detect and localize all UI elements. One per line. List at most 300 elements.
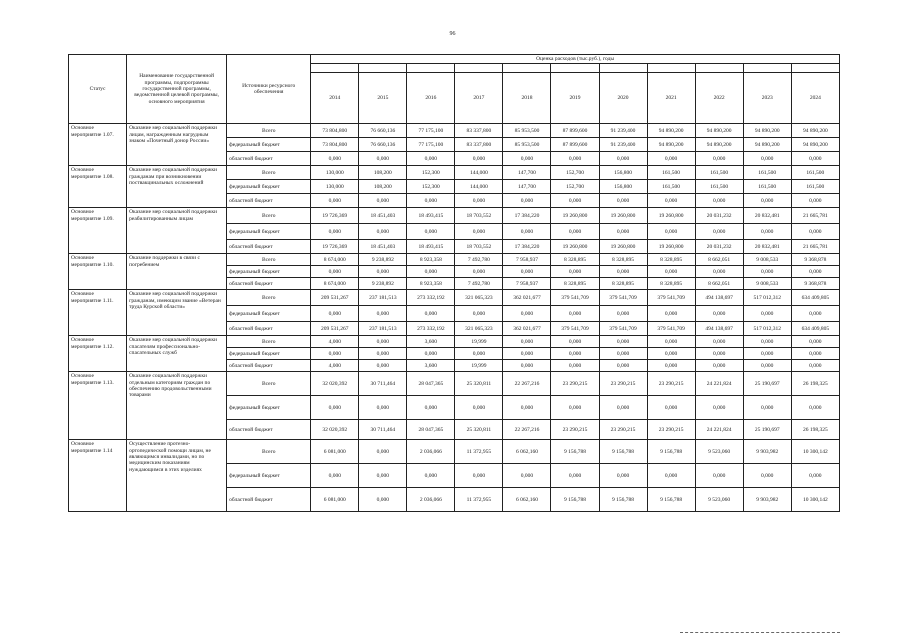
amount-cell: 379 541,709 <box>551 290 599 306</box>
header-name: Наименование государственной программы, подпрограммы государственной программы, ведомственной целевой программы, основного мероприятия <box>127 55 227 124</box>
funding-source: Всего <box>227 372 311 396</box>
amount-cell: 0,000 <box>455 348 503 360</box>
amount-cell: 11 372,955 <box>455 440 503 464</box>
amount-cell: 0,000 <box>599 266 647 278</box>
amount-cell: 0,000 <box>359 336 407 348</box>
funding-source: федеральный бюджет <box>227 224 311 240</box>
amount-cell: 6 081,000 <box>311 488 359 512</box>
row-name: Оказание мер социальной поддержки спасателям профессионально-спасательных служб <box>127 336 227 372</box>
amount-cell: 10 300,142 <box>791 440 839 464</box>
amount-cell: 494 138,697 <box>695 322 743 336</box>
expenditure-table <box>68 54 840 512</box>
header-blank-cell <box>503 64 551 73</box>
amount-cell: 0,000 <box>359 348 407 360</box>
amount-cell: 0,000 <box>359 464 407 488</box>
amount-cell: 0,000 <box>503 306 551 322</box>
amount-cell: 0,000 <box>695 266 743 278</box>
amount-cell: 0,000 <box>551 266 599 278</box>
amount-cell: 28 047,365 <box>407 372 455 396</box>
amount-cell: 19 260,800 <box>551 240 599 254</box>
amount-cell: 24 221,824 <box>695 372 743 396</box>
amount-cell: 0,000 <box>551 360 599 372</box>
amount-cell: 379 541,709 <box>599 322 647 336</box>
funding-source: областной бюджет <box>227 152 311 166</box>
amount-cell: 87 899,600 <box>551 138 599 152</box>
amount-cell: 9 156,788 <box>551 488 599 512</box>
amount-cell: 321 065,323 <box>455 322 503 336</box>
amount-cell: 94 890,200 <box>791 138 839 152</box>
funding-source: Всего <box>227 208 311 224</box>
header-blank-cell <box>359 64 407 73</box>
header-estimate: Оценка расходов (тыс.руб.), годы <box>311 55 840 64</box>
amount-cell: 0,000 <box>503 348 551 360</box>
header-year: 2021 <box>647 73 695 124</box>
amount-cell: 130,000 <box>311 180 359 194</box>
amount-cell: 91 239,400 <box>599 138 647 152</box>
amount-cell: 9 156,788 <box>599 440 647 464</box>
amount-cell: 0,000 <box>791 336 839 348</box>
row-status: Основное мероприятие 1.08. <box>69 166 127 208</box>
amount-cell: 0,000 <box>599 336 647 348</box>
header-year: 2014 <box>311 73 359 124</box>
amount-cell: 0,000 <box>791 396 839 420</box>
amount-cell: 18 451,403 <box>359 240 407 254</box>
amount-cell: 0,000 <box>791 306 839 322</box>
amount-cell: 130,000 <box>311 166 359 180</box>
amount-cell: 152,300 <box>407 166 455 180</box>
row-status: Основное мероприятие 1.13. <box>69 372 127 440</box>
row-status: Основное мероприятие 1.12. <box>69 336 127 372</box>
amount-cell: 73 804,800 <box>311 138 359 152</box>
amount-cell: 0,000 <box>359 488 407 512</box>
funding-source: федеральный бюджет <box>227 396 311 420</box>
amount-cell: 0,000 <box>311 306 359 322</box>
header-year: 2019 <box>551 73 599 124</box>
header-year: 2022 <box>695 73 743 124</box>
amount-cell: 0,000 <box>311 396 359 420</box>
funding-source: областной бюджет <box>227 488 311 512</box>
scan-artifact-line <box>680 632 840 633</box>
header-status: Статус <box>69 55 127 124</box>
amount-cell: 0,000 <box>359 266 407 278</box>
amount-cell: 0,000 <box>647 360 695 372</box>
amount-cell: 9 008,533 <box>743 278 791 290</box>
table-row <box>69 208 840 224</box>
amount-cell: 0,000 <box>695 224 743 240</box>
amount-cell: 85 953,500 <box>503 124 551 138</box>
funding-source: Всего <box>227 166 311 180</box>
row-name: Оказание поддержки в связи с погребением <box>127 254 227 290</box>
row-status: Основное мероприятие 1.14 <box>69 440 127 512</box>
funding-source: федеральный бюджет <box>227 138 311 152</box>
amount-cell: 0,000 <box>743 266 791 278</box>
amount-cell: 0,000 <box>647 396 695 420</box>
amount-cell: 0,000 <box>743 224 791 240</box>
amount-cell: 8 328,895 <box>599 278 647 290</box>
funding-source: областной бюджет <box>227 360 311 372</box>
amount-cell: 23 290,215 <box>551 372 599 396</box>
amount-cell: 0,000 <box>551 348 599 360</box>
amount-cell: 23 290,215 <box>599 372 647 396</box>
amount-cell: 0,000 <box>359 152 407 166</box>
amount-cell: 0,000 <box>311 464 359 488</box>
amount-cell: 2 036,066 <box>407 488 455 512</box>
amount-cell: 23 290,215 <box>551 420 599 440</box>
amount-cell: 18 493,415 <box>407 208 455 224</box>
amount-cell: 144,000 <box>455 180 503 194</box>
funding-source: федеральный бюджет <box>227 180 311 194</box>
amount-cell: 0,000 <box>503 464 551 488</box>
amount-cell: 91 239,400 <box>599 124 647 138</box>
amount-cell: 494 138,697 <box>695 290 743 306</box>
row-name: Оказание мер социальной поддержки реабилитированным лицам <box>127 208 227 254</box>
amount-cell: 94 890,200 <box>647 124 695 138</box>
amount-cell: 0,000 <box>599 224 647 240</box>
amount-cell: 0,000 <box>599 464 647 488</box>
header-year: 2018 <box>503 73 551 124</box>
amount-cell: 0,000 <box>311 194 359 208</box>
header-row <box>69 55 840 64</box>
header-year: 2017 <box>455 73 503 124</box>
amount-cell: 22 267,216 <box>503 420 551 440</box>
amount-cell: 73 804,800 <box>311 124 359 138</box>
amount-cell: 94 890,200 <box>743 138 791 152</box>
amount-cell: 0,000 <box>791 464 839 488</box>
amount-cell: 379 541,709 <box>647 322 695 336</box>
amount-cell: 0,000 <box>647 224 695 240</box>
amount-cell: 9 368,878 <box>791 254 839 266</box>
amount-cell: 23 290,215 <box>599 420 647 440</box>
amount-cell: 26 198,325 <box>791 420 839 440</box>
amount-cell: 0,000 <box>647 336 695 348</box>
amount-cell: 20 832,481 <box>743 208 791 224</box>
funding-source: Всего <box>227 440 311 464</box>
amount-cell: 8 328,895 <box>647 278 695 290</box>
amount-cell: 0,000 <box>503 152 551 166</box>
amount-cell: 0,000 <box>359 224 407 240</box>
funding-source: областной бюджет <box>227 278 311 290</box>
table-row <box>69 254 840 266</box>
amount-cell: 17 384,220 <box>503 240 551 254</box>
amount-cell: 152,700 <box>551 166 599 180</box>
row-name: Оказание мер социальной поддержки гражданам, имеющим звание «Ветеран труда Курской области» <box>127 290 227 336</box>
funding-source: областной бюджет <box>227 194 311 208</box>
row-name: Осуществление протезно-ортопедической помощи лицам, не являющимся инвалидами, но по медицинским показаниям нуждающимся в этих изделиях <box>127 440 227 512</box>
amount-cell: 152,700 <box>551 180 599 194</box>
amount-cell: 6 062,160 <box>503 440 551 464</box>
row-status: Основное мероприятие 1.07. <box>69 124 127 166</box>
row-name: Оказание социальной поддержки отдельным категориям граждан по обеспечению продовольственными товарами <box>127 372 227 440</box>
amount-cell: 0,000 <box>551 306 599 322</box>
amount-cell: 19,999 <box>455 336 503 348</box>
amount-cell: 9 238,892 <box>359 278 407 290</box>
amount-cell: 273 332,192 <box>407 322 455 336</box>
amount-cell: 0,000 <box>791 194 839 208</box>
amount-cell: 25 320,811 <box>455 420 503 440</box>
amount-cell: 0,000 <box>647 306 695 322</box>
amount-cell: 85 953,500 <box>503 138 551 152</box>
amount-cell: 161,500 <box>791 180 839 194</box>
amount-cell: 6 081,000 <box>311 440 359 464</box>
amount-cell: 19 726,369 <box>311 208 359 224</box>
amount-cell: 0,000 <box>695 360 743 372</box>
amount-cell: 20 031,232 <box>695 240 743 254</box>
header-blank-cell <box>311 64 359 73</box>
amount-cell: 0,000 <box>647 194 695 208</box>
amount-cell: 0,000 <box>647 464 695 488</box>
amount-cell: 9 156,788 <box>599 488 647 512</box>
amount-cell: 517 012,312 <box>743 322 791 336</box>
amount-cell: 517 012,312 <box>743 290 791 306</box>
amount-cell: 0,000 <box>407 464 455 488</box>
amount-cell: 10 300,142 <box>791 488 839 512</box>
amount-cell: 161,500 <box>695 166 743 180</box>
row-status: Основное мероприятие 1.10. <box>69 254 127 290</box>
amount-cell: 76 660,136 <box>359 124 407 138</box>
amount-cell: 161,500 <box>743 180 791 194</box>
funding-source: областной бюджет <box>227 240 311 254</box>
header-blank-cell <box>695 64 743 73</box>
amount-cell: 19 260,800 <box>551 208 599 224</box>
amount-cell: 161,500 <box>791 166 839 180</box>
row-name: Оказание мер социальной поддержки лицам, награжденным нагрудным знаком «Почетный донор России» <box>127 124 227 166</box>
funding-source: Всего <box>227 124 311 138</box>
amount-cell: 0,000 <box>455 224 503 240</box>
amount-cell: 22 267,216 <box>503 372 551 396</box>
amount-cell: 0,000 <box>695 194 743 208</box>
amount-cell: 19 260,800 <box>599 240 647 254</box>
amount-cell: 0,000 <box>599 194 647 208</box>
amount-cell: 32 020,392 <box>311 372 359 396</box>
amount-cell: 0,000 <box>503 336 551 348</box>
header-blank-cell <box>743 64 791 73</box>
funding-source: Всего <box>227 336 311 348</box>
amount-cell: 0,000 <box>743 194 791 208</box>
amount-cell: 0,000 <box>407 152 455 166</box>
amount-cell: 161,500 <box>743 166 791 180</box>
header-sources: Источники ресурсного обеспечения <box>227 55 311 124</box>
amount-cell: 108,200 <box>359 166 407 180</box>
amount-cell: 0,000 <box>695 348 743 360</box>
amount-cell: 8 674,000 <box>311 278 359 290</box>
table-row <box>69 440 840 464</box>
amount-cell: 237 181,513 <box>359 322 407 336</box>
amount-cell: 0,000 <box>359 360 407 372</box>
amount-cell: 0,000 <box>743 348 791 360</box>
amount-cell: 7 958,937 <box>503 278 551 290</box>
row-status: Основное мероприятие 1.09. <box>69 208 127 254</box>
amount-cell: 362 021,677 <box>503 290 551 306</box>
amount-cell: 23 290,215 <box>647 372 695 396</box>
amount-cell: 8 328,895 <box>551 278 599 290</box>
amount-cell: 7 492,780 <box>455 278 503 290</box>
amount-cell: 20 832,481 <box>743 240 791 254</box>
amount-cell: 0,000 <box>455 152 503 166</box>
amount-cell: 8 328,895 <box>599 254 647 266</box>
amount-cell: 0,000 <box>503 360 551 372</box>
amount-cell: 0,000 <box>311 152 359 166</box>
amount-cell: 94 890,200 <box>695 124 743 138</box>
amount-cell: 9 523,060 <box>695 488 743 512</box>
amount-cell: 8 328,895 <box>551 254 599 266</box>
amount-cell: 19,999 <box>455 360 503 372</box>
amount-cell: 0,000 <box>455 306 503 322</box>
amount-cell: 7 958,937 <box>503 254 551 266</box>
amount-cell: 0,000 <box>311 224 359 240</box>
amount-cell: 9 008,533 <box>743 254 791 266</box>
amount-cell: 0,000 <box>599 306 647 322</box>
funding-source: областной бюджет <box>227 322 311 336</box>
amount-cell: 0,000 <box>743 464 791 488</box>
amount-cell: 76 660,136 <box>359 138 407 152</box>
amount-cell: 273 332,192 <box>407 290 455 306</box>
header-blank-cell <box>791 64 839 73</box>
amount-cell: 0,000 <box>503 266 551 278</box>
amount-cell: 26 198,325 <box>791 372 839 396</box>
funding-source: Всего <box>227 254 311 266</box>
funding-source: федеральный бюджет <box>227 464 311 488</box>
amount-cell: 0,000 <box>695 396 743 420</box>
amount-cell: 24 221,824 <box>695 420 743 440</box>
amount-cell: 0,000 <box>791 360 839 372</box>
amount-cell: 9 156,788 <box>647 488 695 512</box>
amount-cell: 0,000 <box>743 396 791 420</box>
amount-cell: 94 890,200 <box>743 124 791 138</box>
amount-cell: 0,000 <box>647 266 695 278</box>
amount-cell: 8 923,358 <box>407 254 455 266</box>
amount-cell: 9 903,982 <box>743 440 791 464</box>
amount-cell: 0,000 <box>359 396 407 420</box>
amount-cell: 0,000 <box>503 194 551 208</box>
amount-cell: 28 047,365 <box>407 420 455 440</box>
amount-cell: 19 260,800 <box>647 240 695 254</box>
amount-cell: 25 190,697 <box>743 372 791 396</box>
amount-cell: 0,000 <box>455 396 503 420</box>
amount-cell: 0,000 <box>503 396 551 420</box>
table-header <box>69 55 840 124</box>
amount-cell: 77 175,100 <box>407 138 455 152</box>
amount-cell: 3,600 <box>407 336 455 348</box>
amount-cell: 0,000 <box>359 440 407 464</box>
amount-cell: 19 260,800 <box>599 208 647 224</box>
amount-cell: 0,000 <box>455 266 503 278</box>
amount-cell: 161,500 <box>647 180 695 194</box>
amount-cell: 0,000 <box>407 224 455 240</box>
table-row <box>69 166 840 180</box>
amount-cell: 17 384,220 <box>503 208 551 224</box>
amount-cell: 0,000 <box>311 348 359 360</box>
amount-cell: 0,000 <box>407 306 455 322</box>
amount-cell: 4,000 <box>311 360 359 372</box>
amount-cell: 9 238,892 <box>359 254 407 266</box>
amount-cell: 0,000 <box>455 194 503 208</box>
amount-cell: 19 726,369 <box>311 240 359 254</box>
amount-cell: 147,700 <box>503 166 551 180</box>
amount-cell: 0,000 <box>551 464 599 488</box>
table-row <box>69 372 840 396</box>
amount-cell: 3,600 <box>407 360 455 372</box>
amount-cell: 634 409,805 <box>791 322 839 336</box>
row-status: Основное мероприятие 1.11. <box>69 290 127 336</box>
amount-cell: 0,000 <box>407 348 455 360</box>
amount-cell: 8 662,051 <box>695 278 743 290</box>
amount-cell: 83 337,800 <box>455 138 503 152</box>
amount-cell: 0,000 <box>743 306 791 322</box>
amount-cell: 156,800 <box>599 180 647 194</box>
header-blank-cell <box>599 64 647 73</box>
amount-cell: 379 541,709 <box>551 322 599 336</box>
amount-cell: 87 899,600 <box>551 124 599 138</box>
amount-cell: 209 531,267 <box>311 290 359 306</box>
amount-cell: 2 036,066 <box>407 440 455 464</box>
header-year: 2016 <box>407 73 455 124</box>
funding-source: Всего <box>227 290 311 306</box>
amount-cell: 0,000 <box>551 152 599 166</box>
header-blank-cell <box>455 64 503 73</box>
amount-cell: 0,000 <box>455 464 503 488</box>
amount-cell: 8 328,895 <box>647 254 695 266</box>
amount-cell: 21 665,781 <box>791 240 839 254</box>
amount-cell: 0,000 <box>791 152 839 166</box>
amount-cell: 32 020,392 <box>311 420 359 440</box>
amount-cell: 77 175,100 <box>407 124 455 138</box>
amount-cell: 0,000 <box>743 336 791 348</box>
table-row <box>69 124 840 138</box>
amount-cell: 0,000 <box>311 266 359 278</box>
amount-cell: 0,000 <box>551 336 599 348</box>
amount-cell: 147,700 <box>503 180 551 194</box>
amount-cell: 0,000 <box>791 224 839 240</box>
amount-cell: 634 409,805 <box>791 290 839 306</box>
amount-cell: 18 451,403 <box>359 208 407 224</box>
funding-source: федеральный бюджет <box>227 306 311 322</box>
amount-cell: 94 890,200 <box>647 138 695 152</box>
amount-cell: 0,000 <box>407 266 455 278</box>
row-name: Оказание мер социальной поддержки гражданам при возникновении поствакцинальных осложнений <box>127 166 227 208</box>
amount-cell: 0,000 <box>695 306 743 322</box>
amount-cell: 362 021,677 <box>503 322 551 336</box>
amount-cell: 0,000 <box>695 464 743 488</box>
amount-cell: 0,000 <box>791 266 839 278</box>
amount-cell: 161,500 <box>647 166 695 180</box>
amount-cell: 156,800 <box>599 166 647 180</box>
amount-cell: 0,000 <box>359 306 407 322</box>
amount-cell: 6 062,160 <box>503 488 551 512</box>
amount-cell: 8 674,000 <box>311 254 359 266</box>
header-year: 2023 <box>743 73 791 124</box>
amount-cell: 23 290,215 <box>647 420 695 440</box>
amount-cell: 8 923,358 <box>407 278 455 290</box>
amount-cell: 25 320,811 <box>455 372 503 396</box>
amount-cell: 9 156,788 <box>551 440 599 464</box>
amount-cell: 9 156,788 <box>647 440 695 464</box>
amount-cell: 21 665,781 <box>791 208 839 224</box>
amount-cell: 94 890,200 <box>695 138 743 152</box>
amount-cell: 7 492,780 <box>455 254 503 266</box>
amount-cell: 0,000 <box>743 360 791 372</box>
amount-cell: 0,000 <box>695 152 743 166</box>
amount-cell: 0,000 <box>407 396 455 420</box>
amount-cell: 30 711,464 <box>359 372 407 396</box>
amount-cell: 108,200 <box>359 180 407 194</box>
amount-cell: 0,000 <box>599 152 647 166</box>
amount-cell: 209 531,267 <box>311 322 359 336</box>
table-body <box>69 124 840 512</box>
header-blank-cell <box>551 64 599 73</box>
amount-cell: 0,000 <box>599 360 647 372</box>
amount-cell: 0,000 <box>599 348 647 360</box>
amount-cell: 379 541,709 <box>599 290 647 306</box>
